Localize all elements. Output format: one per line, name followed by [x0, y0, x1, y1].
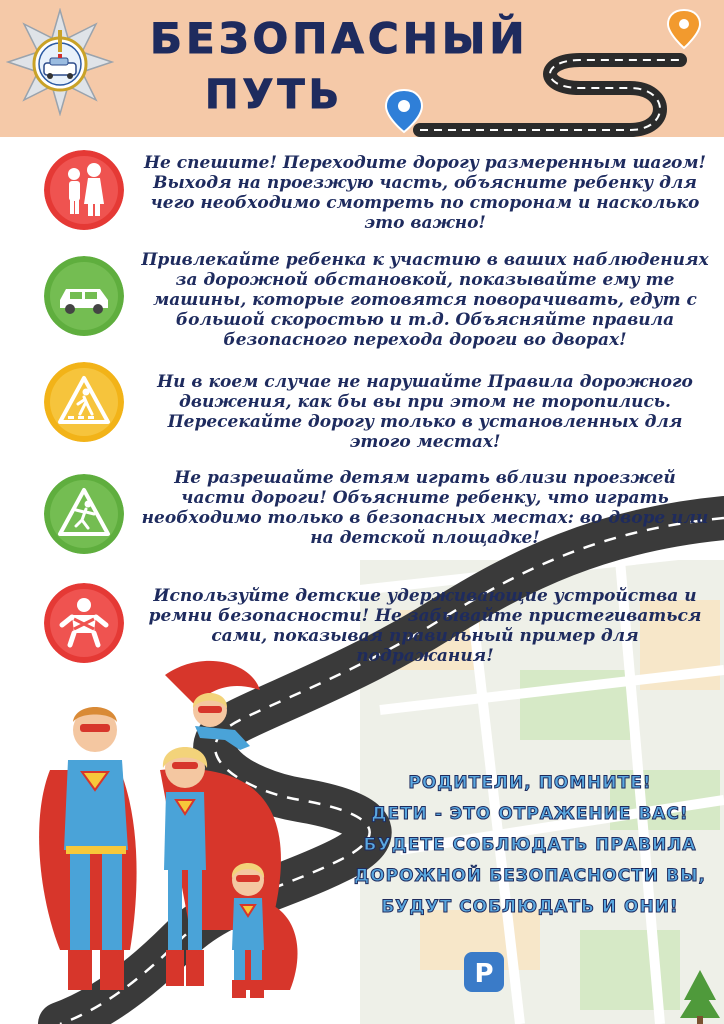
tip-text: Не спешите! Переходите дорогу размеренным шагом! Выходя на проезжую часть, объясните ребенку для чего необходимо смотреть по сторонам и насколько это важно!: [144, 153, 706, 233]
tip-text: Не разрешайте детям играть вблизи проезжей части дороги! Объясните ребенку, что играть необходимо только в безопасных местах: во дворе или на детской площадке!: [141, 468, 709, 548]
tip-text: Ни в коем случае не нарушайте Правила дорожного движения, как бы вы при этом не торопились. Пересекайте дорогу только в установленных для этого местах!: [157, 372, 693, 452]
tip-text: Используйте детские удерживающие устройства и ремни безопасности! Не забывайте пристегиваться сами, показывая правильный пример для подражания!: [148, 586, 702, 666]
superhero-family-illustration: [20, 650, 340, 1010]
car-icon: [44, 256, 124, 336]
reminder-line: ДЕТИ - ЭТО ОТРАЖЕНИЕ ВАС!: [371, 804, 689, 824]
page-subtitle: ПУТЬ: [205, 72, 344, 118]
parents-reminder: [345, 768, 715, 923]
location-pin-orange-icon: [668, 10, 700, 48]
reminder-line: БУДУТ СОБЛЮДАТЬ И ОНИ!: [381, 897, 679, 917]
parent-child-icon: [44, 150, 124, 230]
reminder-line: РОДИТЕЛИ, ПОМНИТЕ!: [408, 773, 652, 793]
page-title: БЕЗОПАСНЫЙ: [150, 14, 529, 63]
reminder-line: ДОРОЖНОЙ БЕЗОПАСНОСТИ ВЫ,: [353, 866, 707, 886]
traffic-police-emblem: [6, 8, 114, 116]
svg-text:P: P: [474, 959, 494, 989]
header-road-illustration: [380, 0, 724, 137]
reminder-line: БУДЕТЕ СОБЛЮДАТЬ ПРАВИЛА: [363, 835, 697, 855]
children-sign-icon: [44, 474, 124, 554]
tip-text: Привлекайте ребенка к участию в ваших наблюдениях за дорожной обстановкой, показывайте ему те машины, которые готовятся поворачивать, едут с большой скоростью и т.д. Объясняйте правила безопасного перехода дороги во дворах!: [141, 250, 709, 350]
pedestrian-crossing-icon: [44, 362, 124, 442]
